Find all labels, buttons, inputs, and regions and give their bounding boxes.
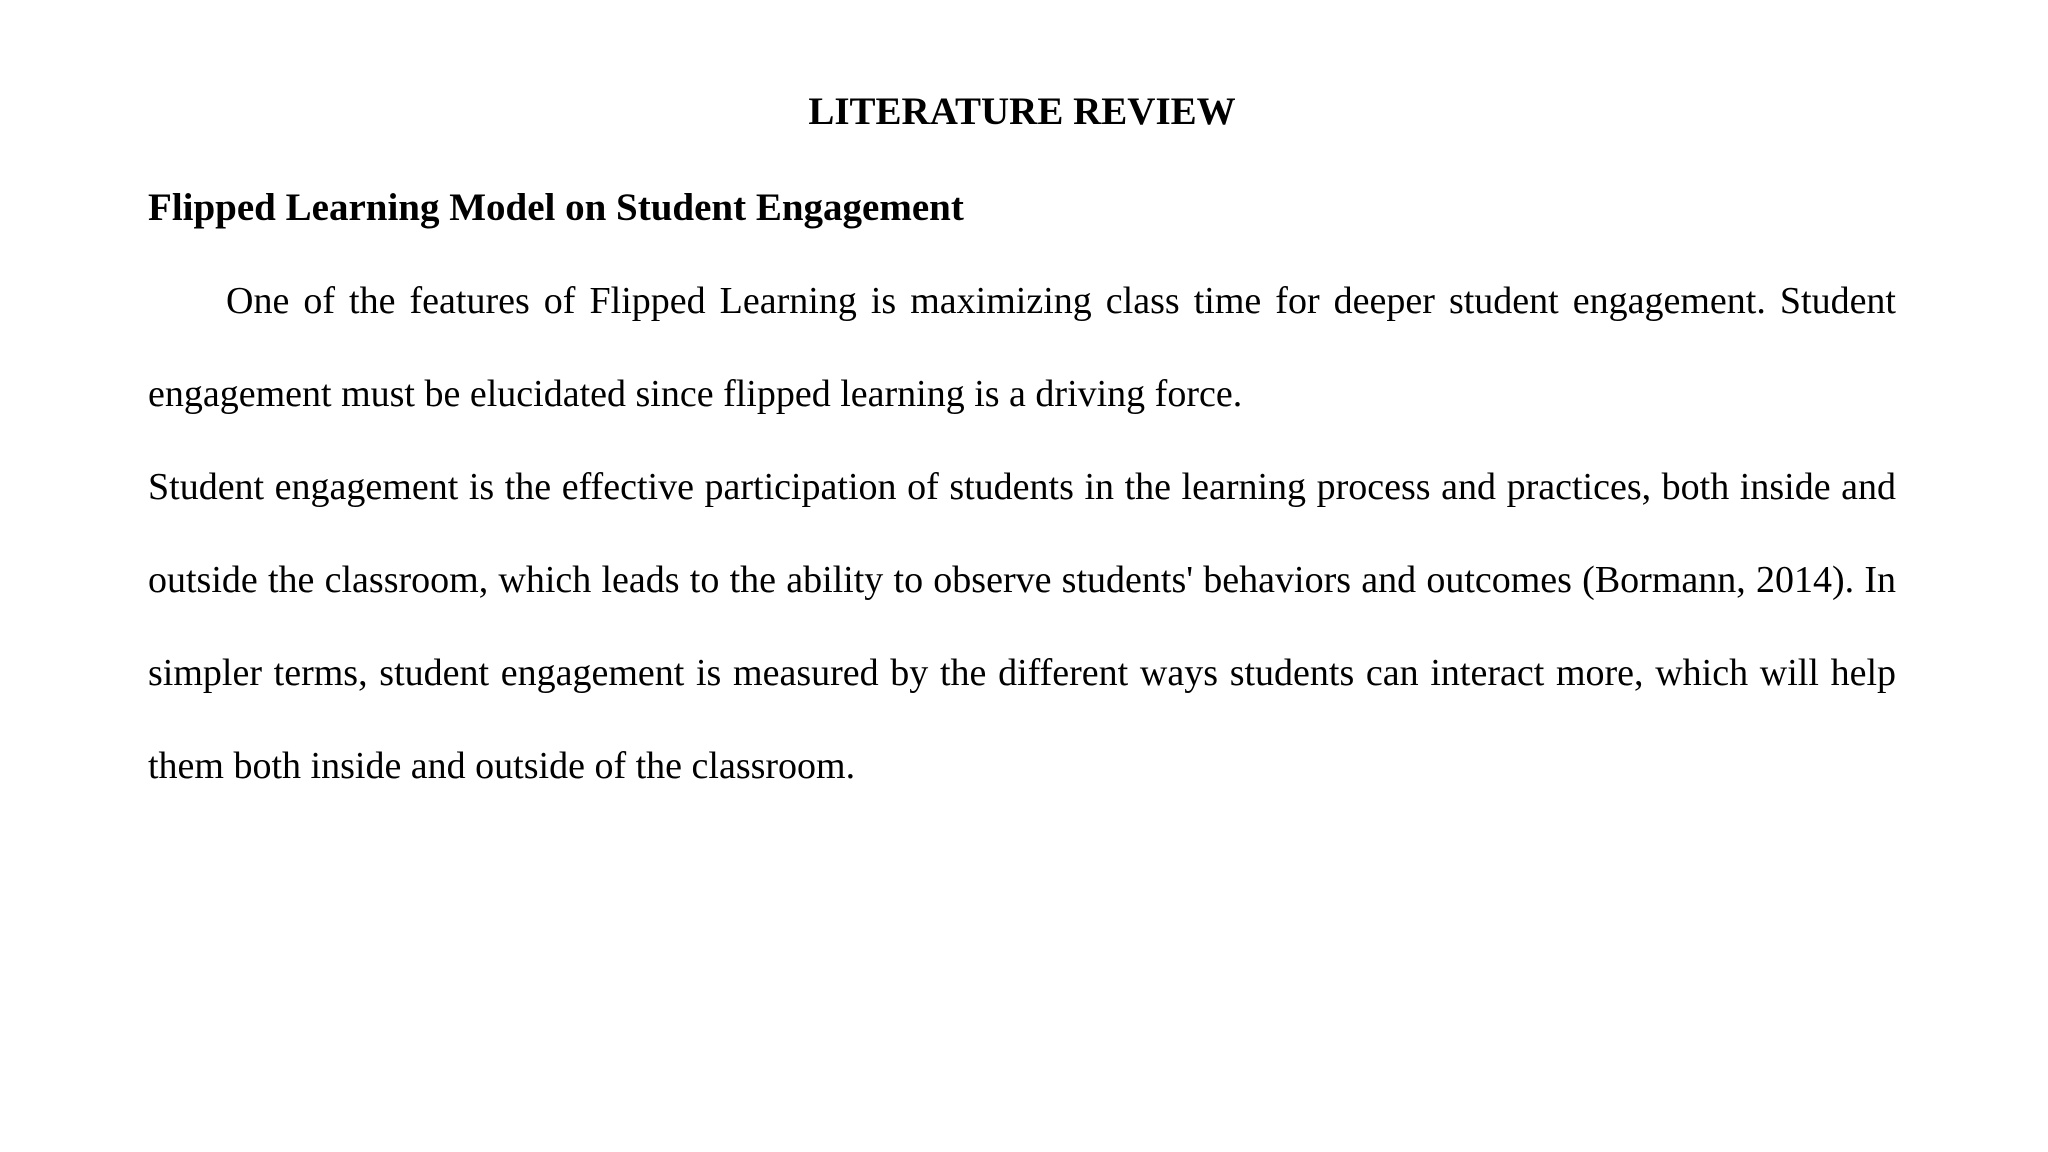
- document-title: LITERATURE REVIEW: [808, 90, 1236, 133]
- document-page: [148, 0, 1896, 1152]
- body-paragraph-2: Student engagement is the effective participation of students in the learning process and practices, both inside and outside the classroom, which leads to the ability to observe students' behaviors and outcomes (Bormann, 2014). In simpler terms, student engagement is measured by the different ways students can interact more, which will help them both inside and outside of the classroom.: [148, 466, 1896, 787]
- section-heading: Flipped Learning Model on Student Engagement: [148, 186, 964, 229]
- body-paragraph-1: One of the features of Flipped Learning is maximizing class time for deeper student engagement. Student engagement must be elucidated since flipped learning is a driving force.: [148, 280, 1896, 415]
